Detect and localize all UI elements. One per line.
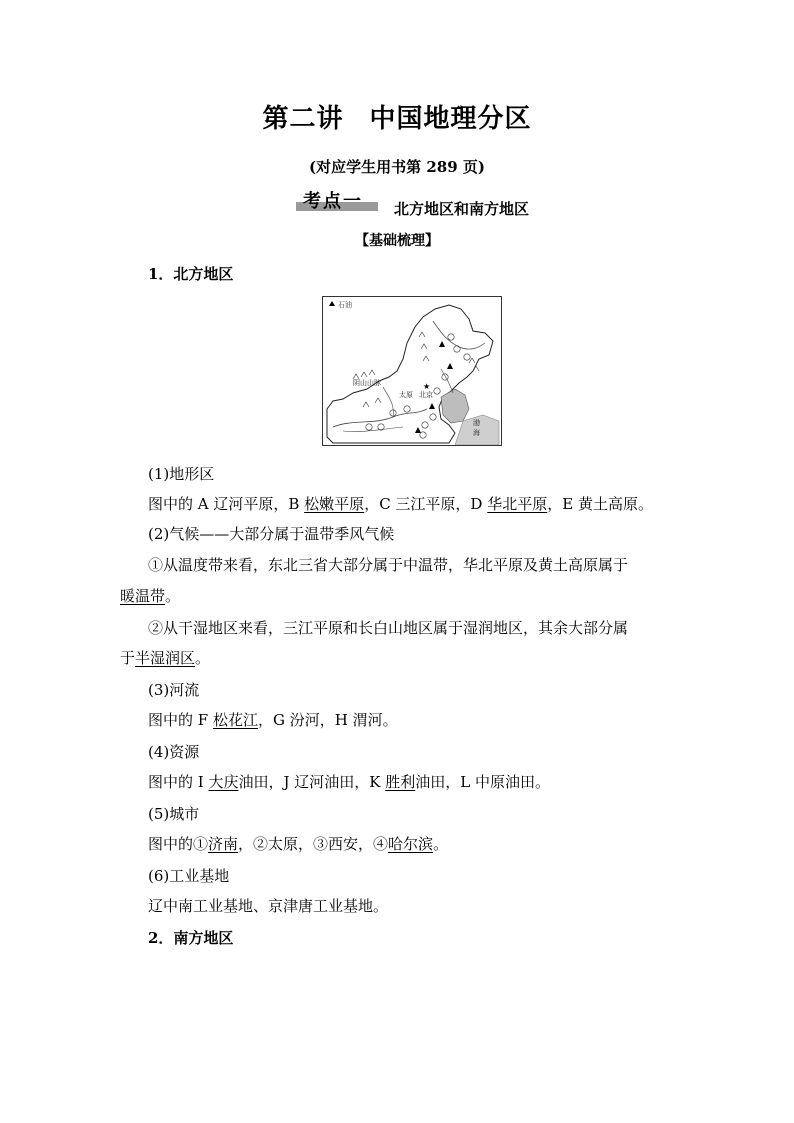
wei-river <box>343 427 403 432</box>
capital-star-icon: ★ <box>423 382 431 391</box>
north-region-map <box>322 296 502 446</box>
s5-text: 图中的①济南，②太原，③西安，④哈尔滨。 <box>148 835 449 853</box>
answer-huabei: 华北平原 <box>487 495 548 513</box>
map-legend-text: 石油 <box>338 301 352 309</box>
fen-river <box>383 387 393 417</box>
yinshan-mountains <box>353 370 375 379</box>
daxinganling-mountains <box>419 332 429 361</box>
s2-p2-line2: 于半湿润区。 <box>120 649 211 667</box>
title-part2: 中国地理分区 <box>369 104 532 134</box>
oil-field-icon <box>439 341 445 347</box>
map-drawing <box>323 297 501 445</box>
heading-south: 2．南方地区 <box>148 929 234 947</box>
s2-heading: (2)气候——大部分属于温带季风气候 <box>148 525 395 543</box>
page-title <box>0 98 794 135</box>
s2-p1-line2: 暖温带。 <box>120 587 181 605</box>
s4-text: 图中的 I 大庆油田，J 辽河油田，K 胜利油田，L 中原油田。 <box>148 773 550 791</box>
heading-north: 1．北方地区 <box>148 265 234 283</box>
s6-text: 辽中南工业基地、京津唐工业基地。 <box>148 897 389 915</box>
answer-shengli: 胜利 <box>385 773 416 791</box>
oil-field-icon <box>429 403 435 409</box>
s3-text: 图中的 F 松花江，G 汾河，H 渭河。 <box>148 711 398 729</box>
s2-p2-line1: ②从干湿地区来看，三江平原和长白山地区属于湿润地区，其余大部分属 <box>148 619 629 637</box>
bohai-sea <box>441 389 469 423</box>
yellow-river <box>333 409 427 427</box>
kaodian-label: 考点一 <box>303 191 363 212</box>
s2-p1-line1: ①从温度带来看，东北三省大部分属于中温带，华北平原及黄土高原属于 <box>148 556 629 574</box>
answer-nuanwendai: 暖温带 <box>120 587 166 605</box>
map-label-hai: 海 <box>473 429 480 437</box>
s1-text: 图中的 A 辽河平原，B 松嫩平原，C 三江平原，D 华北平原，E 黄土高原。 <box>148 495 653 513</box>
answer-haerbin: 哈尔滨 <box>388 835 434 853</box>
answer-jinan: 济南 <box>208 835 239 853</box>
changbai-mountains <box>469 358 479 371</box>
answer-banshirun: 半湿润区 <box>135 649 196 667</box>
oil-legend-icon <box>329 301 335 306</box>
loess-hills <box>363 398 381 407</box>
title-part1: 第二讲 <box>262 104 344 134</box>
map-label-yinshan: 阴山山脉 <box>353 379 381 387</box>
kaodian-title: 北方地区和南方地区 <box>394 200 530 218</box>
s3-heading: (3)河流 <box>148 681 200 699</box>
answer-songnen: 松嫩平原 <box>304 495 365 513</box>
answer-daqing: 大庆 <box>208 773 239 791</box>
s1-heading: (1)地形区 <box>148 465 215 483</box>
map-label-beijing: 北京 <box>419 391 433 399</box>
liao-river <box>441 369 453 393</box>
oil-field-icon <box>447 363 453 369</box>
answer-songhuajiang: 松花江 <box>212 711 258 729</box>
map-label-bo: 渤 <box>473 419 480 427</box>
page-reference: (对应学生用书第 289 页) <box>309 158 485 176</box>
kaodian-badge <box>296 188 378 212</box>
s4-heading: (4)资源 <box>148 743 200 761</box>
s6-heading: (6)工业基地 <box>148 867 230 885</box>
map-label-taiyuan: 太原 <box>399 391 413 399</box>
s5-heading: (5)城市 <box>148 805 200 823</box>
oil-field-icon <box>415 427 421 433</box>
section-label: 【基础梳理】 <box>355 233 439 249</box>
